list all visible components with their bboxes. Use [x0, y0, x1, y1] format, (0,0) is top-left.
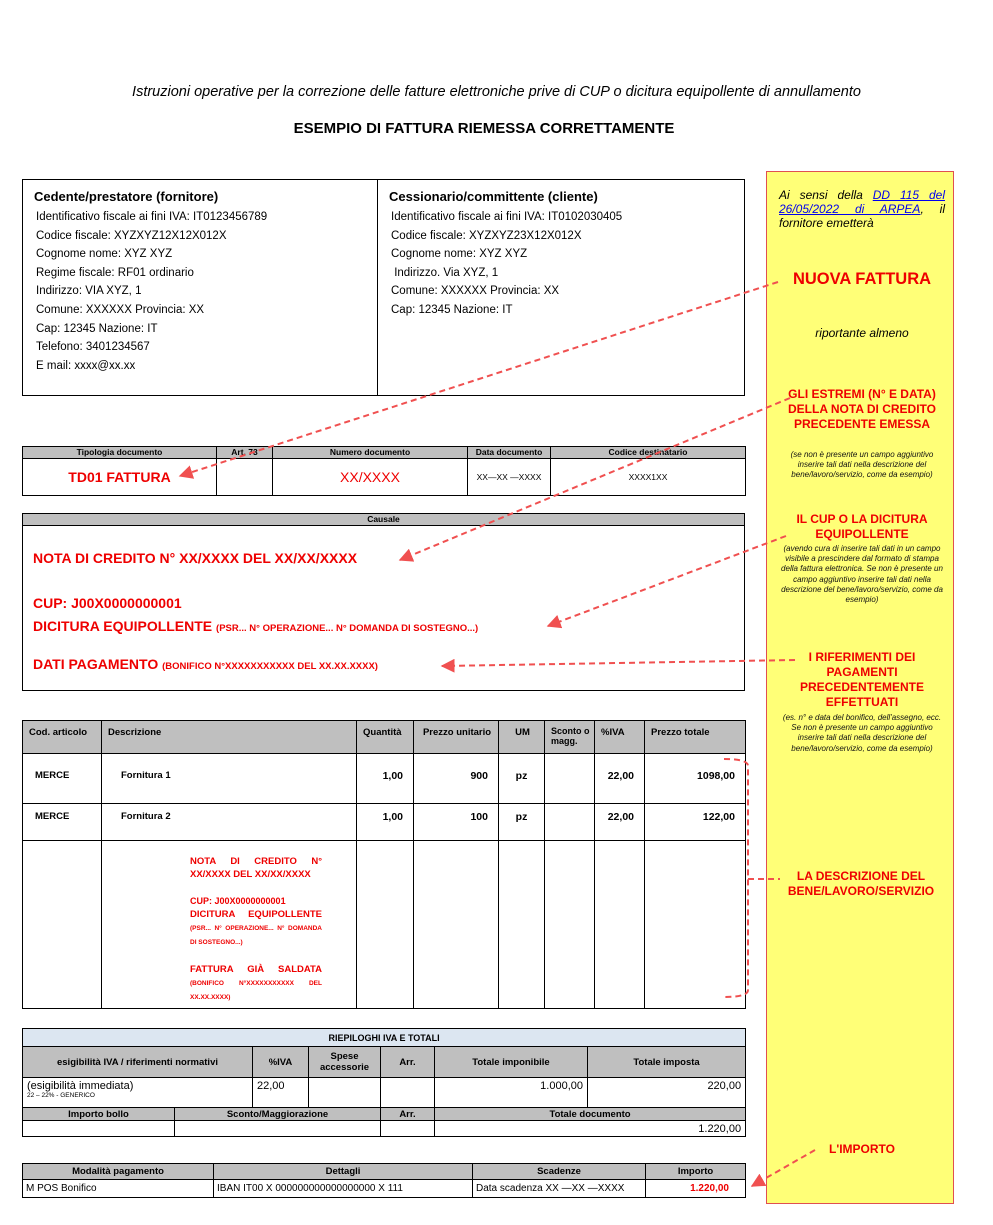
col-header: %IVA — [595, 721, 645, 754]
cessionario-box — [377, 179, 745, 396]
iva: 22,00 — [595, 804, 645, 841]
note-saldata-label: FATTURA GIÀ SALDATA — [190, 964, 322, 975]
sconto-maggiorazione — [175, 1121, 381, 1137]
quantita: 1,00 — [357, 754, 414, 804]
col-header: Arr. — [381, 1108, 435, 1121]
sidebar-riferimenti-note: (es. n° e data del bonifico, dell'assegno, ecc. Se non è presente un campo aggiuntivo inserire tali dati nella descrizione del bene/lavoro/servizio, come da esempio) — [782, 713, 942, 753]
arpea-link[interactable]: DD 115 del 26/05/2022 di ARPEA — [779, 188, 945, 216]
cedente-line: Cognome nome: XYZ XYZ — [36, 248, 173, 261]
unita-misura: pz — [499, 754, 545, 804]
col-header: Importo — [646, 1164, 746, 1180]
sidebar-cup-note: (avendo cura di inserire tali dati in un campo visibile a prescindere dal formato di stampa della fattura elettronica. Se non è presente un campo aggiuntivo inserire tali dati nella descrizione del bene/lavoro/servizio, come da esempio) — [781, 544, 943, 605]
document-subtitle: Istruzioni operative per la correzione delle fatture elettroniche prive di CUP o dicitura equipollente di annullamento — [132, 84, 861, 100]
arrotondamento — [381, 1078, 435, 1108]
cod-articolo: MERCE — [23, 754, 102, 804]
esigibilita-detail: 22 – 22% - GENERICO — [27, 1092, 95, 1099]
cedente-line: Indirizzo: VIA XYZ, 1 — [36, 285, 142, 298]
col-header: Scadenze — [473, 1164, 646, 1180]
document-title: ESEMPIO DI FATTURA RIEMESSA CORRETTAMENTE — [293, 120, 675, 137]
cod-articolo: MERCE — [23, 804, 102, 841]
col-header: Arr. — [381, 1047, 435, 1078]
table-row — [23, 1180, 746, 1198]
art73-value — [217, 459, 273, 496]
sidebar-cup: IL CUP O LA DICITURA EQUIPOLLENTE — [796, 512, 928, 541]
cedente-line: Cap: 12345 Nazione: IT — [36, 322, 158, 335]
col-header: Totale documento — [435, 1108, 746, 1121]
codice-destinatario: XXXX1XX — [551, 459, 746, 496]
modalita-pagamento: M POS Bonifico — [23, 1180, 214, 1198]
dettagli-pagamento: IBAN IT00 X 000000000000000000 X 111 — [214, 1180, 473, 1198]
causale-cup: CUP: J00X0000000001 — [33, 595, 182, 611]
causale-pagamento-detail: (BONIFICO N°XXXXXXXXXXX DEL XX.XX.XXXX) — [162, 661, 378, 672]
annotation-sidebar — [766, 171, 954, 1204]
col-header: Art. 73 — [217, 447, 273, 459]
col-header: esigibilità IVA / riferimenti normativi — [23, 1047, 253, 1078]
cedente-line: Codice fiscale: XYZXYZ12X12X012X — [36, 229, 227, 242]
document-info-table — [22, 446, 746, 496]
items-table — [22, 720, 746, 1009]
causale-dicitura-detail: (PSR... N° OPERAZIONE... N° DOMANDA DI SOSTEGNO...) — [216, 623, 479, 634]
causale-pagamento-label: DATI PAGAMENTO — [33, 656, 159, 672]
sidebar-riportante: riportante almeno — [815, 326, 909, 340]
cedente-heading: Cedente/prestatore (fornitore) — [34, 189, 219, 204]
sidebar-estremi: GLI ESTREMI (N° E DATA) DELLA NOTA DI CREDITO PRECEDENTE EMESSA — [788, 387, 936, 431]
table-row — [23, 1121, 746, 1137]
causale-nota: NOTA DI CREDITO N° XX/XXXX DEL XX/XX/XXXX — [33, 550, 358, 566]
table-row — [23, 754, 746, 804]
prezzo-unitario: 100 — [414, 804, 499, 841]
tipo-documento: TD01 FATTURA — [23, 459, 217, 496]
note-dicitura-label: DICITURA EQUIPOLLENTE — [190, 909, 322, 920]
col-header: Importo bollo — [23, 1108, 175, 1121]
numero-documento: XX/XXXX — [273, 459, 468, 496]
note-saldata-detail: (BONIFICO N°XXXXXXXXXXX DEL XX.XX.XXXX) — [190, 980, 322, 1001]
cedente-box — [22, 179, 378, 396]
totale-documento: 1.220,00 — [435, 1121, 746, 1137]
esigibilita-label: (esigibilità immediata) — [27, 1080, 134, 1092]
cessionario-heading: Cessionario/committente (cliente) — [389, 189, 598, 204]
prezzo-unitario: 900 — [414, 754, 499, 804]
sidebar-descrizione: LA DESCRIZIONE DEL BENE/LAVORO/SERVIZIO — [787, 869, 935, 898]
esigibilita — [23, 1078, 253, 1108]
col-header: Modalità pagamento — [23, 1164, 214, 1180]
cedente-line: Comune: XXXXXX Provincia: XX — [36, 303, 205, 316]
note-nota: NOTA DI CREDITO N° XX/XXXX DEL XX/XX/XXXX — [190, 856, 322, 880]
col-header: Dettagli — [214, 1164, 473, 1180]
descrizione: Fornitura 2 — [102, 804, 357, 841]
sidebar-riferimenti: I RIFERIMENTI DEI PAGAMENTI PRECEDENTEMENTE EFFETTUATI — [799, 650, 924, 709]
cessionario-line: Cognome nome: XYZ XYZ — [391, 248, 528, 261]
pagamento-table — [22, 1163, 746, 1198]
causale-header: Causale — [23, 514, 744, 526]
col-header: Totale imposta — [588, 1047, 746, 1078]
cessionario-line: Codice fiscale: XYZXYZ23X12X012X — [391, 229, 582, 242]
col-header: Numero documento — [273, 447, 468, 459]
prezzo-totale: 122,00 — [645, 804, 746, 841]
col-header: Data documento — [468, 447, 551, 459]
cessionario-line: Cap: 12345 Nazione: IT — [391, 303, 513, 316]
col-header: Totale imponibile — [435, 1047, 588, 1078]
sidebar-importo: L'IMPORTO — [829, 1142, 895, 1156]
col-header: Quantità — [357, 721, 414, 754]
note-dicitura — [190, 907, 322, 948]
causale-box — [22, 513, 745, 691]
importo-bollo — [23, 1121, 175, 1137]
sconto — [545, 804, 595, 841]
causale-dicitura-label: DICITURA EQUIPOLLENTE — [33, 618, 213, 634]
data-documento: XX—XX —XXXX — [468, 459, 551, 496]
prezzo-totale: 1098,00 — [645, 754, 746, 804]
cedente-line: Telefono: 3401234567 — [36, 341, 150, 354]
scadenze: Data scadenza XX —XX —XXXX — [473, 1180, 646, 1198]
col-header: Codice destinatario — [551, 447, 746, 459]
col-header: %IVA — [253, 1047, 309, 1078]
sidebar-intro — [779, 188, 945, 230]
sconto — [545, 754, 595, 804]
col-header: Descrizione — [102, 721, 357, 754]
cessionario-line: Identificativo fiscale ai fini IVA: IT0102030405 — [391, 211, 623, 223]
col-header: Spese accessorie — [309, 1047, 381, 1078]
note-dicitura-detail: (PSR... N° OPERAZIONE... N° DOMANDA DI SOSTEGNO...) — [190, 925, 322, 946]
cedente-line: E mail: xxxx@xx.xx — [36, 359, 136, 372]
cedente-line: Regime fiscale: RF01 ordinario — [36, 266, 194, 279]
causale-pagamento — [33, 656, 378, 672]
importo-pagamento: 1.220,00 — [646, 1180, 746, 1198]
note-cup: CUP: J00X0000000001 — [190, 896, 286, 906]
riepilogo-iva: 22,00 — [253, 1078, 309, 1108]
col-header: Prezzo unitario — [414, 721, 499, 754]
cedente-line: Identificativo fiscale ai fini IVA: IT0123456789 — [36, 211, 268, 223]
note-saldata — [190, 962, 322, 1003]
sidebar-estremi-note: (se non è presente un campo aggiuntivo inserire tali dati nella descrizione del bene/lavoro/servizio, come da esempio) — [790, 450, 934, 480]
table-row — [23, 804, 746, 841]
table-row — [23, 841, 746, 1009]
arrotondamento-2 — [381, 1121, 435, 1137]
sidebar-intro-pre: Ai sensi della — [779, 188, 873, 202]
col-header: Sconto/Maggiorazione — [175, 1108, 381, 1121]
col-header: Prezzo totale — [645, 721, 746, 754]
spese-accessorie — [309, 1078, 381, 1108]
sidebar-intro-post: , il fornitore emetterà — [779, 202, 945, 230]
description-notes — [102, 841, 357, 1009]
cessionario-line: Indirizzo. Via XYZ, 1 — [391, 266, 499, 279]
totale-imponibile: 1.000,00 — [435, 1078, 588, 1108]
riepilogo-table — [22, 1028, 746, 1137]
descrizione: Fornitura 1 — [102, 754, 357, 804]
col-header: UM — [499, 721, 545, 754]
totale-imposta: 220,00 — [588, 1078, 746, 1108]
iva: 22,00 — [595, 754, 645, 804]
riepilogo-banner: RIEPILOGHI IVA E TOTALI — [23, 1029, 746, 1047]
col-header: Cod. articolo — [23, 721, 102, 754]
unita-misura: pz — [499, 804, 545, 841]
cessionario-line: Comune: XXXXXX Provincia: XX — [391, 285, 560, 298]
col-header: Tipologia documento — [23, 447, 217, 459]
quantita: 1,00 — [357, 804, 414, 841]
sidebar-nuova-fattura: NUOVA FATTURA — [792, 270, 932, 288]
table-row — [23, 1078, 746, 1108]
col-header: Sconto o magg. — [545, 721, 595, 754]
causale-dicitura — [33, 618, 478, 634]
